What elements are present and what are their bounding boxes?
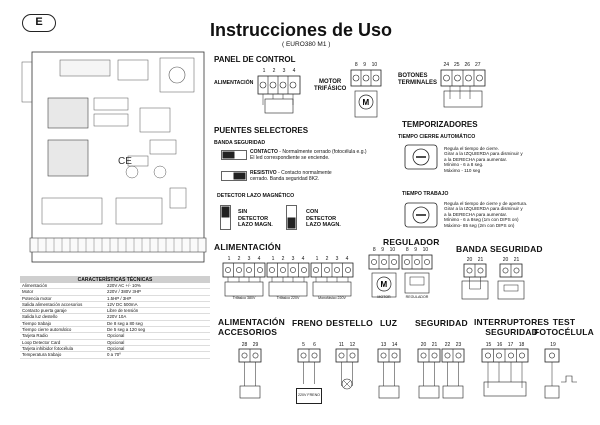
table-row: Temperatura trabajo 0 a 70º: [20, 352, 210, 358]
jumper-con-lazo-icon: [286, 205, 298, 231]
panel-alimentacion-label: ALIMENTACIÓN: [214, 80, 254, 86]
wiring-banda-heading: BANDA SEGURIDAD: [456, 244, 543, 254]
acc-luz-heading: LUZ: [380, 318, 398, 328]
acc-seguridad-numbers-a: 20 21: [420, 342, 438, 348]
con-lazo-label: CON DETECTOR LAZO MAGN.: [306, 209, 341, 228]
table-row: Tiempo cierre automático De 5 seg a 120 seg: [20, 327, 210, 333]
wiring-motor-caption: MOTOR: [377, 295, 391, 299]
acc-alim-block: [237, 348, 263, 402]
acc-seguridad-heading: SEGURIDAD: [415, 318, 468, 328]
jumper-sin-lazo-icon: [220, 205, 232, 231]
acc-luz-block: [376, 348, 402, 402]
acc-test-block: [543, 348, 579, 402]
table-row: Motor 220V / 380V 3HP: [20, 289, 210, 295]
acc-freno-caption: 220V FRENO: [296, 388, 322, 404]
timer-cierre-dial-icon: [404, 144, 438, 170]
wiring-alim-numbers-1: 1 2 3 4: [227, 256, 261, 262]
timer-trabajo-dial-icon: [404, 202, 438, 228]
table-row: Loop Detector Card Opcional: [20, 339, 210, 345]
jumper-contacto-icon: [221, 150, 247, 160]
wiring-banda-numbers-a: 20 21: [466, 257, 484, 263]
wiring-alimentacion-heading: ALIMENTACIÓN: [214, 242, 281, 252]
table-row: Alimentación 220V AC +/- 10%: [20, 283, 210, 289]
acc-destello-block: [334, 348, 360, 402]
panel-alim-terminal-numbers: 1 2 3 4: [262, 68, 296, 74]
wiring-regulador-heading: REGULADOR: [383, 237, 440, 247]
table-row: Contacto puerta garaje Libre de tensión: [20, 308, 210, 314]
panel-botones-terminal-block: [440, 69, 486, 113]
acc-test-number: 19: [550, 342, 556, 348]
wiring-alim-caption-3: Monofásico 220V: [318, 296, 346, 300]
resistivo-description: RESISTIVO - Contacto normalmente cerrado. Banda seguridad 8K2.: [250, 170, 332, 182]
table-row: Potencia motor 1.5HP / 3HP: [20, 295, 210, 301]
table-row: Tarjeta Radio Opcional: [20, 333, 210, 339]
wiring-alim-numbers-2: 1 2 3 4: [271, 256, 305, 262]
panel-alim-terminal-block: [257, 75, 301, 117]
temporizadores-heading: TEMPORIZADORES: [402, 120, 478, 129]
wiring-banda-block-a: [460, 263, 490, 303]
puentes-heading: PUENTES SELECTORES: [214, 126, 309, 135]
acc-interruptores-numbers: 15 16 17 18: [485, 342, 525, 348]
cierre-heading: TIEMPO CIERRE AUTOMÁTICO: [398, 134, 476, 140]
table-row: Salida luz destello 220V 10A: [20, 314, 210, 320]
language-badge: E: [22, 14, 56, 32]
wiring-alim-caption-2: Trifásico 220V: [276, 296, 300, 300]
wiring-alim-caption-1: Trifásico 380V: [232, 296, 256, 300]
acc-freno-numbers: 5 6: [302, 342, 316, 348]
table-row: Tiempo trabajo De 8 seg a 80 seg: [20, 320, 210, 326]
acc-destello-heading: DESTELLO: [326, 318, 373, 328]
acc-seguridad-numbers-b: 22 23: [444, 342, 462, 348]
banda-seguridad-subheading: BANDA SEGURIDAD: [214, 140, 266, 146]
panel-motor-label: MOTOR TRIFÁSICO: [314, 79, 347, 92]
sin-lazo-label: SIN DETECTOR LAZO MAGN.: [238, 209, 273, 228]
acc-freno-heading: FRENO: [292, 318, 323, 328]
control-board-diagram: [20, 48, 210, 270]
wiring-motor-block: [368, 254, 400, 300]
jumper-resistivo-icon: [221, 171, 247, 181]
lazo-heading: DETECTOR LAZO MAGNÉTICO: [217, 193, 295, 199]
wiring-regulador-caption: REGULADOR: [405, 295, 429, 299]
table-row: Tarjeta inhibidor fotocélula Opcional: [20, 345, 210, 351]
panel-botones-terminal-numbers: 24 25 26 27: [443, 62, 481, 68]
specs-header: CARACTERÍSTICAS TÉCNICAS: [20, 276, 210, 283]
wiring-motor-numbers: 8 9 10: [372, 247, 396, 253]
panel-motor-terminal-numbers: 8 9 10: [354, 62, 378, 68]
svg-text:M: M: [362, 98, 370, 107]
panel-botones-label: BOTONES TERMINALES: [398, 73, 437, 86]
acc-seguridad-block-b: [440, 348, 466, 402]
panel-motor-terminal-block: [350, 69, 382, 125]
wiring-alim-numbers-3: 1 2 3 4: [315, 256, 349, 262]
wiring-banda-numbers-b: 20 21: [502, 257, 520, 263]
acc-luz-numbers: 13 14: [380, 342, 398, 348]
page-title: Instrucciones de Uso: [210, 20, 393, 40]
acc-seguridad-block-a: [416, 348, 442, 402]
acc-destello-numbers: 11 12: [338, 342, 356, 348]
trabajo-heading: TIEMPO TRABAJO: [402, 191, 449, 197]
specs-table: [20, 276, 210, 359]
wiring-banda-block-b: [496, 263, 526, 303]
acc-freno-block: [296, 348, 322, 388]
acc-alim-heading: ALIMENTACIÓN ACCESORIOS: [218, 317, 285, 337]
svg-text:CE: CE: [118, 156, 132, 167]
panel-heading: PANEL DE CONTROL: [214, 55, 296, 64]
page-subtitle: ( EURO380 M1 ): [282, 41, 331, 48]
acc-interruptores-heading: INTERRUPTORES SEGURIDAD: [474, 317, 550, 337]
wiring-regulador-block: [401, 254, 433, 300]
wiring-regulador-numbers: 8 9 10: [405, 247, 429, 253]
acc-test-heading: TEST FOTOCÉLULA: [534, 317, 594, 337]
acc-alim-numbers: 28 29: [241, 342, 259, 348]
contacto-description: CONTACTO - Normalmente cerrado (fotocélula e.g.) El led correspondiente se enciende.: [250, 149, 367, 161]
cierre-description: Regula el tiempo de cierre. Girar a la IZQUIERDA para disminuir y a la DERECHA para aumentar. Mínimo - 6 a 8 seg. Máximo - 110 seg: [444, 146, 523, 173]
trabajo-description: Regula el tiempo de cierre y de apertura. Girar a la IZQUIERDA para disminuir y a la DERECHA para aumentar. Mínimo - 6 a 8seg (1m con DIPS on) Máximo- 85 seg (2m con DIPS on): [444, 201, 528, 228]
table-row: Salida alimentación accesorios 12V DC 500mA: [20, 301, 210, 307]
svg-text:M: M: [380, 280, 388, 289]
acc-interruptores-block: [481, 348, 529, 402]
